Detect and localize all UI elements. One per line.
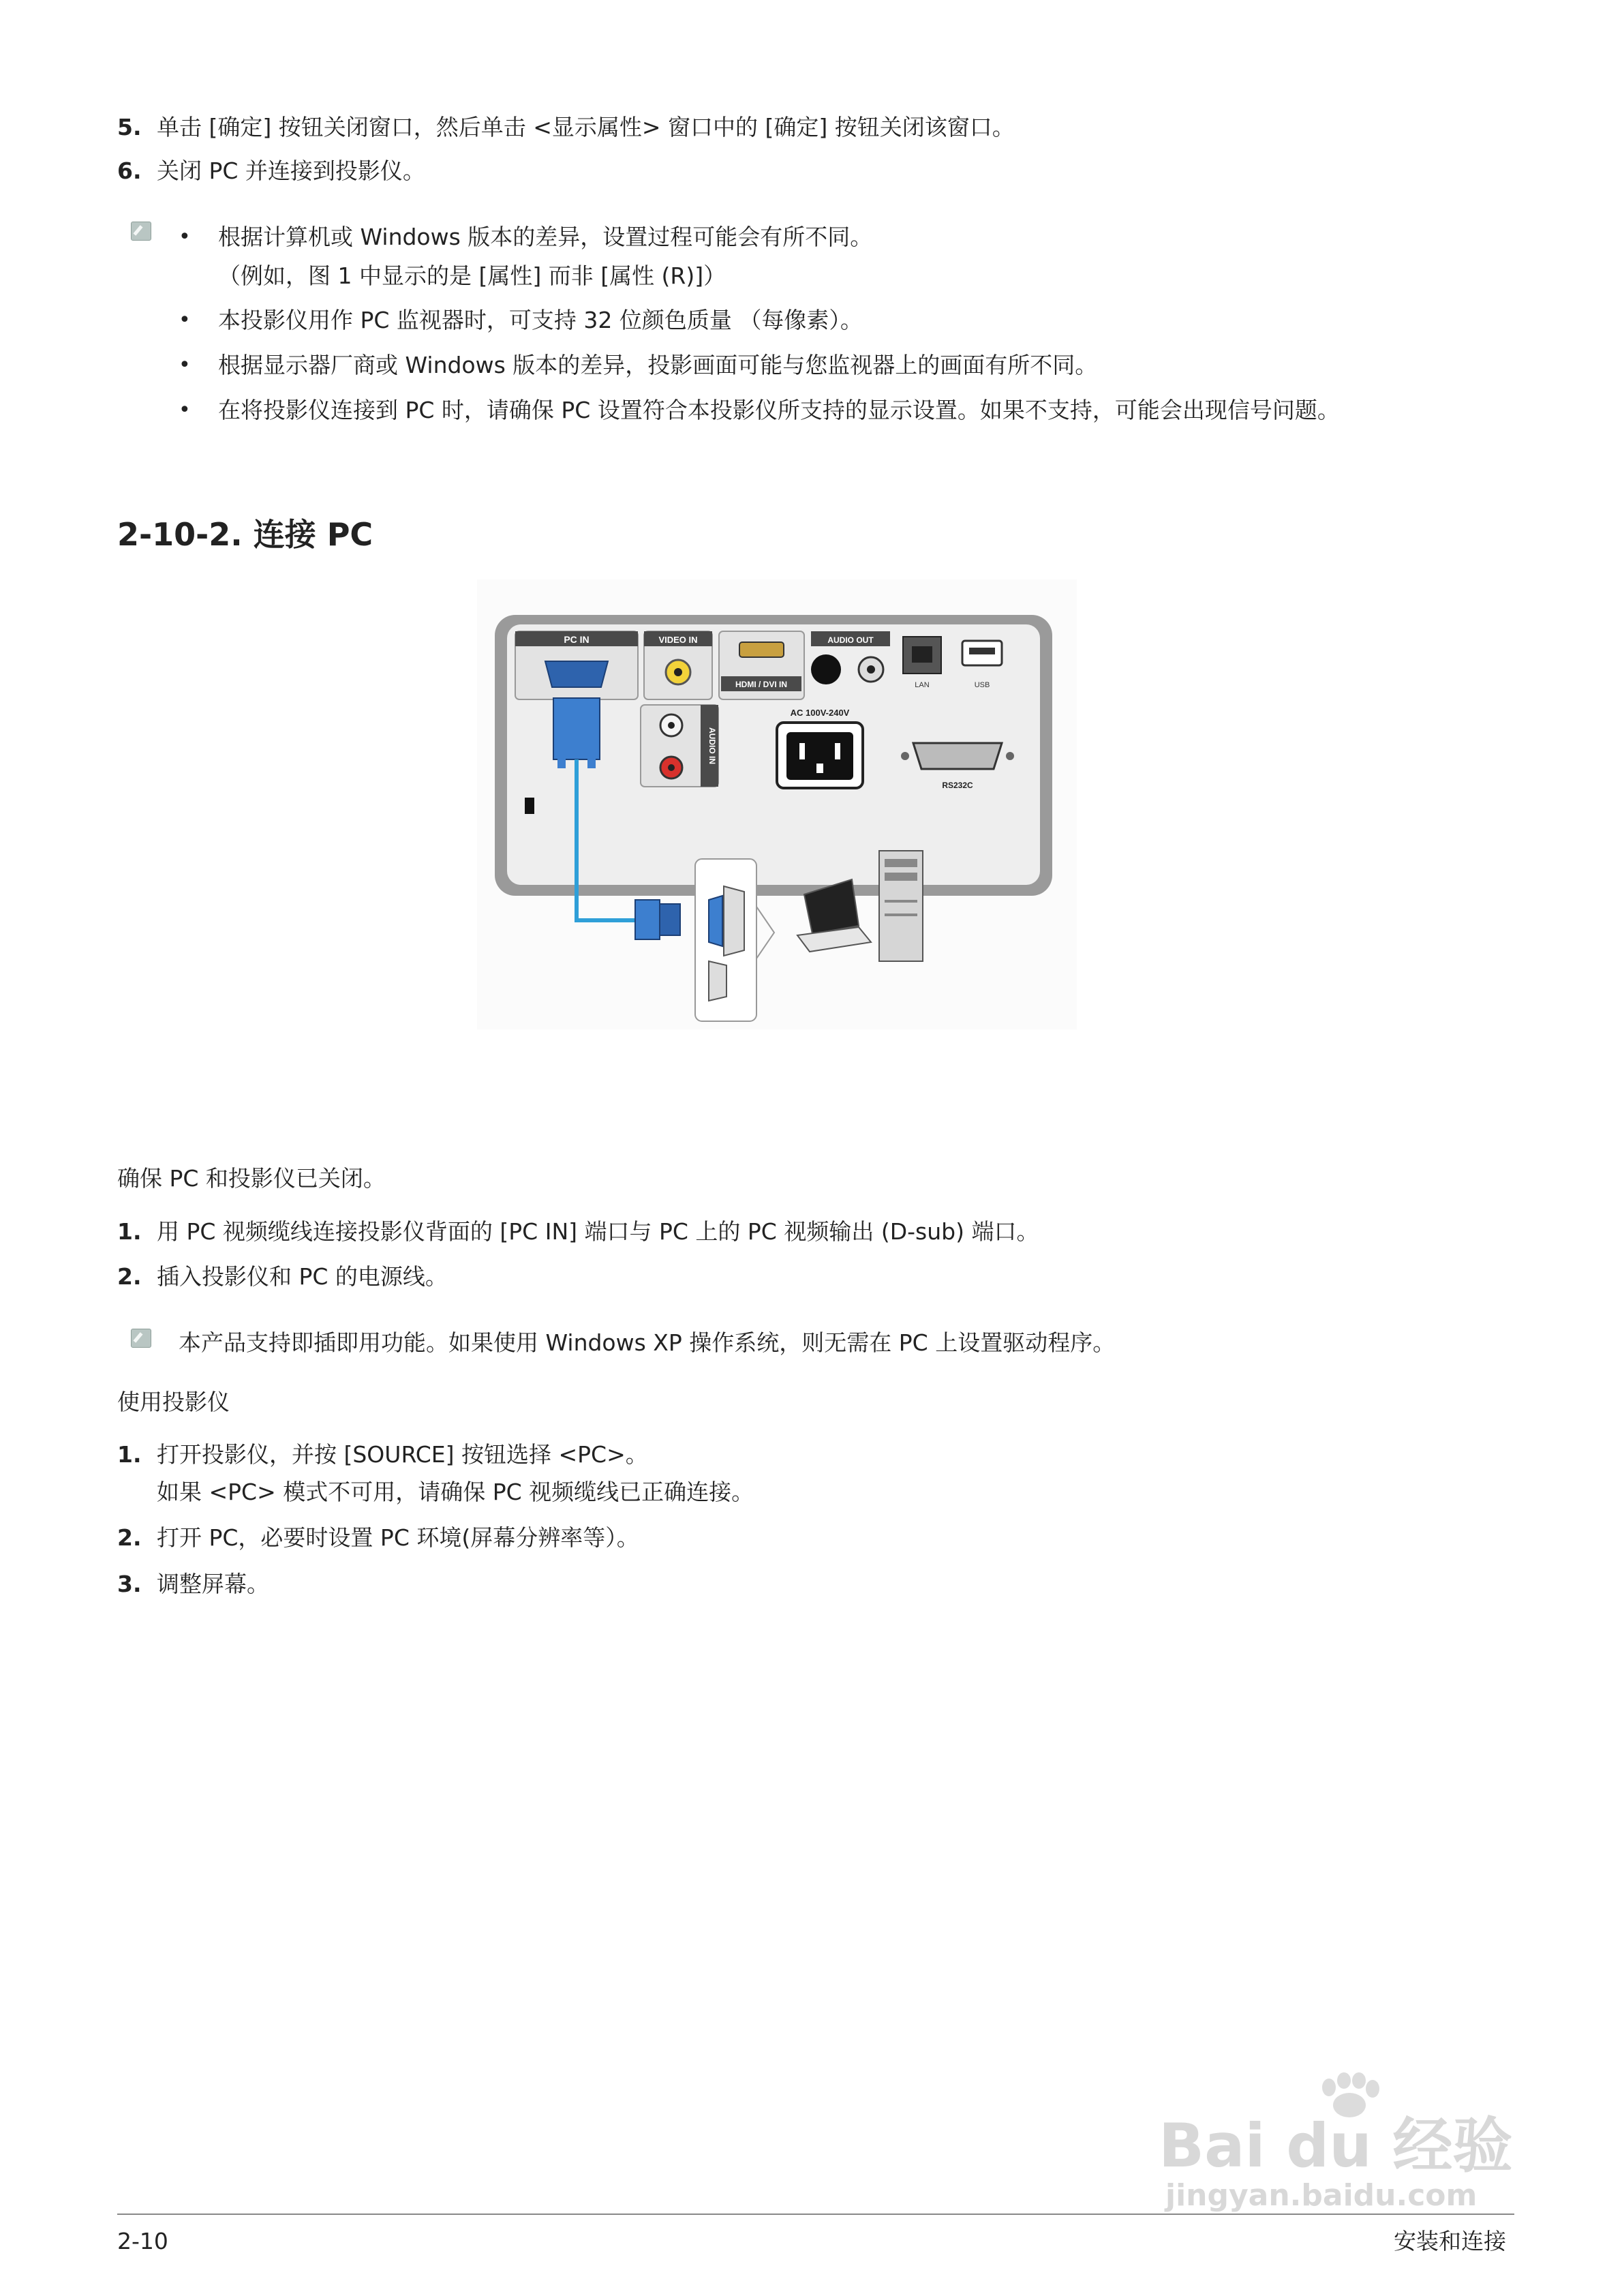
connect-step-1 bbox=[117, 1217, 1039, 1247]
use-heading: 使用投影仪 bbox=[117, 1389, 230, 1415]
pc-connection-diagram bbox=[477, 579, 1077, 1029]
watermark bbox=[1159, 2072, 1540, 2213]
use-step-1-sub: 如果 <PC> 模式不可用，请确保 PC 视频缆线已正确连接。 bbox=[157, 1479, 754, 1505]
connect-step-2 bbox=[117, 1262, 448, 1292]
step-text: 打开投影仪，并按 [SOURCE] 按钮选择 <PC>。 bbox=[157, 1441, 648, 1468]
intro-text: 确保 PC 和投影仪已关闭。 bbox=[117, 1165, 386, 1192]
note-line: 根据计算机或 Windows 版本的差异，设置过程可能会有所不同。 bbox=[218, 224, 873, 250]
page-number: 2-10 bbox=[117, 2228, 168, 2254]
desktop-tower-icon bbox=[879, 851, 923, 961]
watermark-main: Bai du 经验 bbox=[1159, 2111, 1513, 2181]
step-text: 单击 [确定] 按钮关闭窗口，然后单击 <显示属性> 窗口中的 [确定] 按钮关闭该窗口。 bbox=[157, 114, 1015, 140]
kensington-lock-icon bbox=[525, 798, 534, 814]
step-number: 3. bbox=[117, 1571, 142, 1597]
note-icon bbox=[131, 1329, 151, 1348]
section-heading bbox=[117, 510, 373, 555]
bullet: • bbox=[179, 225, 191, 249]
step-text: 用 PC 视频缆线连接投影仪背面的 [PC IN] 端口与 PC 上的 PC 视频输出 (D-sub) 端口。 bbox=[157, 1218, 1039, 1245]
note-line: 根据显示器厂商或 Windows 版本的差异，投影画面可能与您监视器上的画面有所不同。 bbox=[218, 352, 1098, 378]
vga-plug-icon bbox=[553, 698, 600, 759]
pc-in-label: PC IN bbox=[564, 634, 590, 645]
use-step-2 bbox=[117, 1523, 639, 1553]
step-number: 6. bbox=[117, 157, 142, 184]
ac-label: AC 100V-240V bbox=[790, 708, 850, 718]
step-number: 2. bbox=[117, 1524, 142, 1551]
audio-out-label: AUDIO OUT bbox=[827, 635, 874, 645]
audio-in-label: AUDIO IN bbox=[707, 727, 717, 764]
ir-sensor-icon bbox=[811, 654, 841, 684]
rs232c-label: RS232C bbox=[942, 781, 973, 790]
step-number: 1. bbox=[117, 1218, 142, 1245]
step-5 bbox=[117, 112, 1015, 142]
rs232c-port-icon bbox=[913, 743, 1002, 769]
hdmi-label: HDMI / DVI IN bbox=[735, 680, 788, 689]
note-line: 在将投影仪连接到 PC 时，请确保 PC 设置符合本投影仪所支持的显示设置。如果不支持，可能会出现信号问题。 bbox=[218, 397, 1340, 423]
bullet: • bbox=[179, 398, 191, 422]
note-line: （例如，图 1 中显示的是 [属性] 而非 [属性 (R)]） bbox=[218, 262, 726, 289]
bullet: • bbox=[179, 308, 191, 332]
usb-label: USB bbox=[974, 681, 990, 689]
step-6 bbox=[117, 156, 425, 186]
lan-label: LAN bbox=[915, 681, 930, 689]
note-line: 本投影仪用作 PC 监视器时，可支持 32 位颜色质量 （每像素）。 bbox=[218, 307, 863, 333]
step-text: 关闭 PC 并连接到投影仪。 bbox=[157, 157, 425, 184]
note-icon bbox=[131, 222, 151, 241]
use-step-3 bbox=[117, 1569, 269, 1599]
step-text: 调整屏幕。 bbox=[157, 1571, 269, 1597]
vga-plug-pc-end-icon bbox=[660, 904, 680, 935]
use-step-1 bbox=[117, 1440, 648, 1470]
step-number: 2. bbox=[117, 1263, 142, 1290]
vga-port-icon bbox=[545, 661, 608, 687]
video-in-label: VIDEO IN bbox=[658, 635, 698, 645]
footer-rule bbox=[117, 2214, 1514, 2215]
note-text: 本产品支持即插即用功能。如果使用 Windows XP 操作系统，则无需在 PC 上设置驱动程序。 bbox=[179, 1329, 1116, 1356]
step-number: 1. bbox=[117, 1441, 142, 1468]
pc-vga-port-icon bbox=[709, 896, 722, 946]
step-number: 5. bbox=[117, 114, 142, 140]
bullet: • bbox=[179, 353, 191, 377]
step-text: 打开 PC，必要时设置 PC 环境(屏幕分辨率等）。 bbox=[157, 1524, 639, 1551]
chapter-name: 安装和连接 bbox=[1394, 2228, 1506, 2254]
section-title: 2-10-2. 连接 PC bbox=[117, 516, 373, 553]
watermark-url: jingyan.baidu.com bbox=[1165, 2178, 1478, 2213]
step-text: 插入投影仪和 PC 的电源线。 bbox=[157, 1263, 448, 1290]
hdmi-port-icon bbox=[739, 642, 784, 657]
